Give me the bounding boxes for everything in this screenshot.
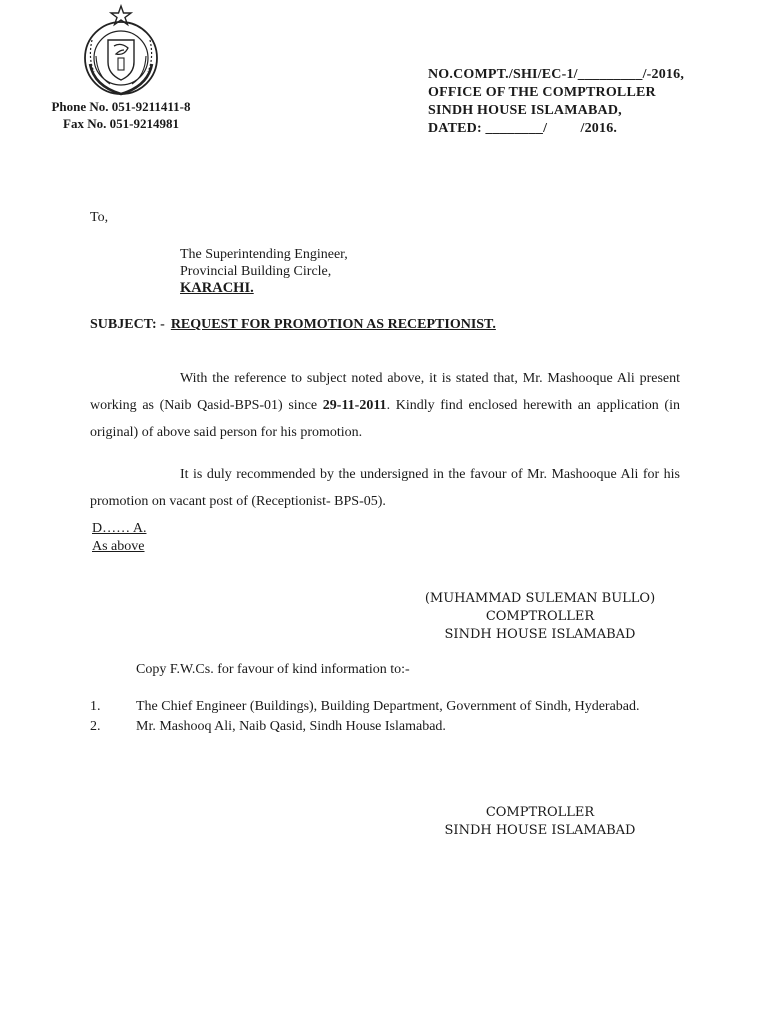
fax-number: Fax No. 051-9214981 <box>63 116 179 131</box>
copy-list <box>90 697 640 737</box>
signatory-title: COMPTROLLER <box>485 609 595 624</box>
signatory-name: (MUHAMMAD SULEMAN BULLO) <box>424 591 656 606</box>
list-item-number: 2. <box>90 719 101 734</box>
signature-block-2 <box>400 804 680 840</box>
reference-block <box>428 66 684 138</box>
salutation-to: To, <box>90 210 109 225</box>
reference-number: NO.COMPT./SHI/EC-1/_________/-2016, <box>428 67 685 82</box>
signatory-office-2: SINDH HOUSE ISLAMABAD <box>444 823 636 838</box>
enclosure-value: As above <box>92 539 145 554</box>
paragraph-1-date: 29-11-2011 <box>322 398 387 413</box>
list-item-text: The Chief Engineer (Buildings), Building Department, Government of Sindh, Hyderabad. <box>136 699 640 714</box>
list-item-number: 1. <box>90 699 101 714</box>
body-paragraph-1 <box>90 365 680 446</box>
recipient-line-2: Provincial Building Circle, <box>180 264 332 279</box>
paragraph-2-text: It is duly recommended by the undersigned in the favour of Mr. Mashooque Ali for his promotion on vacant post of (Receptionist- BPS-05). <box>90 467 680 509</box>
office-name: OFFICE OF THE COMPTROLLER <box>428 85 656 100</box>
recipient-city: KARACHI. <box>180 280 254 296</box>
contact-block <box>40 98 202 132</box>
office-location: SINDH HOUSE ISLAMABAD, <box>428 103 622 118</box>
enclosure-label: D…… A. <box>92 521 147 536</box>
subject-label: SUBJECT: - <box>90 317 165 332</box>
signatory-title-2: COMPTROLLER <box>485 805 595 820</box>
subject-text: REQUEST FOR PROMOTION AS RECEPTIONIST. <box>170 317 496 332</box>
list-item <box>90 697 640 717</box>
date-line: DATED: ________/ /2016. <box>428 121 618 136</box>
recipient-line-1: The Superintending Engineer, <box>180 247 348 262</box>
paragraph-1-text-a: With the reference to subject noted above, it is stated that, Mr. Mashooque Ali present working as (Naib Qasid-BPS-01) since <box>90 371 680 413</box>
signatory-office: SINDH HOUSE ISLAMABAD <box>444 627 636 642</box>
government-emblem-icon <box>80 4 162 100</box>
paragraph-1-text-b: . Kindly find enclosed herewith an application (in original) of above said person for his promotion. <box>90 398 680 440</box>
enclosure-block <box>92 520 146 556</box>
body-paragraph-2 <box>90 461 680 515</box>
recipient-address <box>180 246 348 297</box>
subject-line <box>90 317 496 333</box>
list-item-text: Mr. Mashooq Ali, Naib Qasid, Sindh House Islamabad. <box>136 719 446 734</box>
list-item <box>90 717 640 737</box>
copy-intro: Copy F.W.Cs. for favour of kind information to:- <box>136 662 410 677</box>
signature-block <box>400 590 680 644</box>
phone-number: Phone No. 051-9211411-8 <box>51 99 191 114</box>
